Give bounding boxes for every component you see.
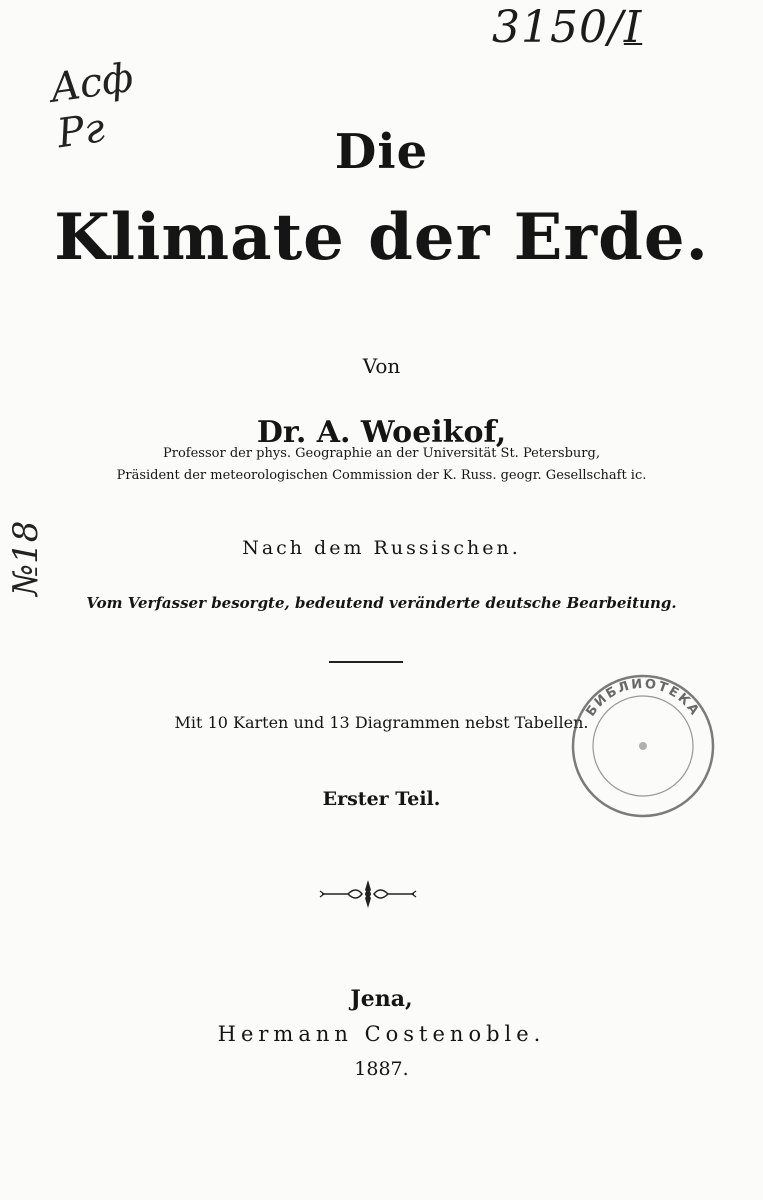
translation-note: Nach dem Russischen. xyxy=(242,537,521,559)
divider-rule xyxy=(329,661,403,663)
author-affiliation-2: Präsident der meteorologischen Commission der K. Russ. geogr. Gesellschaft ic. xyxy=(116,468,647,483)
ornament-flourish-icon xyxy=(318,876,418,912)
shelf-fraction: I xyxy=(623,2,643,53)
handwritten-shelf-number xyxy=(492,2,642,53)
shelf-number: 3150/ xyxy=(492,2,624,53)
scrawl-line-1: Aсф xyxy=(48,54,137,112)
volume-part: Erster Teil. xyxy=(322,788,441,810)
author-affiliation-1: Professor der phys. Geographie an der Universität St. Petersburg, xyxy=(163,446,600,461)
edition-note: Vom Verfasser besorgte, bedeutend veränderte deutsche Bearbeitung. xyxy=(86,594,677,612)
scrawl-line-2: Рг xyxy=(54,105,108,158)
author-name: Dr. A. Woeikof, xyxy=(256,415,507,450)
handwritten-inventory-number: №18 xyxy=(6,520,46,596)
publication-year: 1887. xyxy=(354,1058,409,1080)
stamp-text: БИБЛИОТЕКА xyxy=(583,676,703,720)
publisher-name: Hermann Costenoble. xyxy=(217,1022,546,1046)
title-top: Die xyxy=(334,124,429,180)
svg-text:БИБЛИОТЕКА xyxy=(583,677,702,720)
publication-city: Jena, xyxy=(350,986,413,1012)
by-line: Von xyxy=(362,354,401,378)
page-title: Klimate der Erde. xyxy=(54,200,709,275)
contents-note: Mit 10 Karten und 13 Diagrammen nebst Tabellen. xyxy=(174,713,589,732)
library-stamp-icon xyxy=(553,668,733,824)
